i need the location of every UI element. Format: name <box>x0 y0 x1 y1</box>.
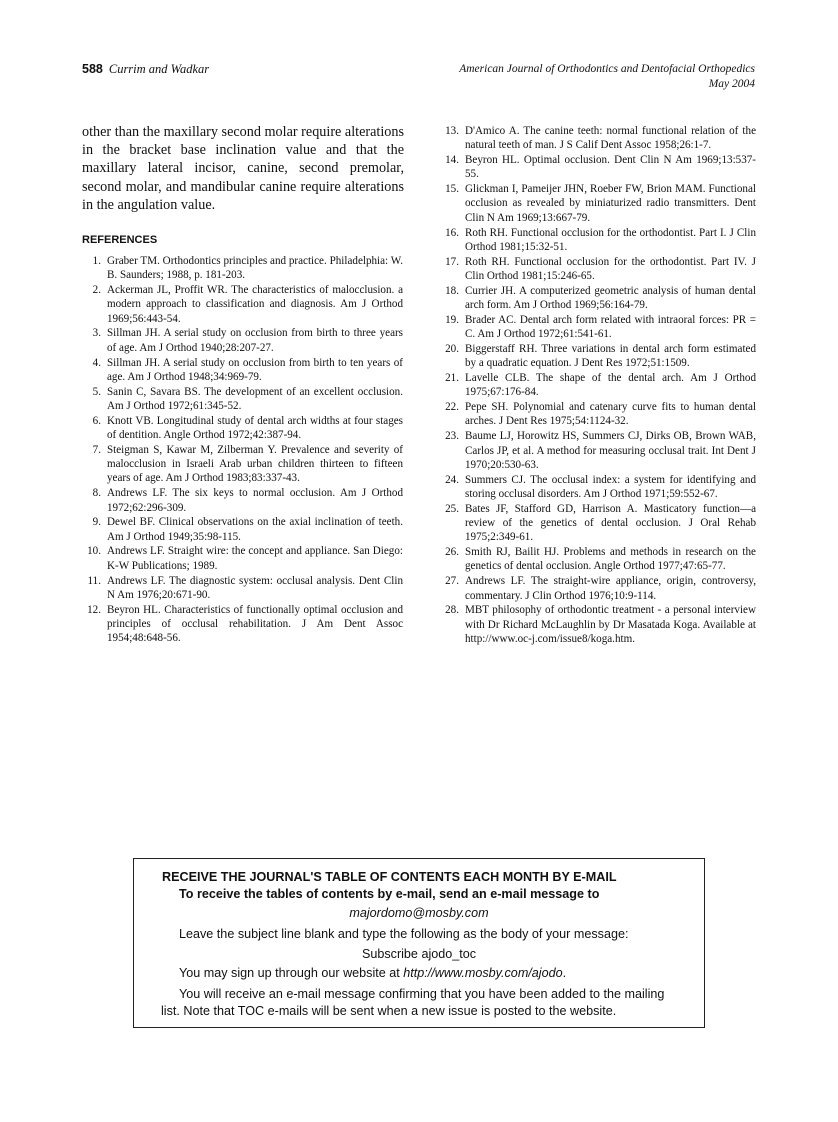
reference-number: 26. <box>445 546 459 559</box>
reference-item <box>440 574 756 603</box>
website-suffix: . <box>562 966 567 980</box>
reference-text: Andrews LF. The diagnostic system: occlusal analysis. Dent Clin N Am 1976;20:671-90. <box>107 574 403 601</box>
email-address[interactable]: majordomo@mosby.com <box>349 906 489 920</box>
reference-item <box>82 486 403 515</box>
reference-number: 21. <box>445 372 459 385</box>
reference-item <box>440 255 756 284</box>
reference-item <box>440 226 756 255</box>
reference-item <box>82 515 403 544</box>
reference-number: 3. <box>92 327 101 340</box>
reference-item <box>82 414 403 443</box>
running-header-right <box>459 62 755 91</box>
reference-text: Bates JF, Stafford GD, Harrison A. Masticatory function—a review of the genetics of dental occlusion. J Oral Rehab 1975;2:349-61. <box>465 502 756 544</box>
reference-text: Sillman JH. A serial study on occlusion from birth to ten years of age. Am J Orthod 1948;34:969-79. <box>107 356 403 383</box>
reference-item <box>440 371 756 400</box>
reference-item <box>82 544 403 573</box>
references-list-right <box>440 124 756 647</box>
reference-text: Sillman JH. A serial study on occlusion from birth to three years of age. Am J Orthod 1940;28:207-27. <box>107 327 403 354</box>
website-prefix: You may sign up through our website at <box>179 966 404 980</box>
reference-number: 23. <box>445 430 459 443</box>
reference-number: 22. <box>445 401 459 414</box>
toc-email-box <box>133 858 705 1028</box>
reference-number: 18. <box>445 284 459 297</box>
reference-number: 27. <box>445 575 459 588</box>
reference-item <box>440 182 756 225</box>
running-header-left <box>82 62 209 77</box>
authors: Currim and Wadkar <box>108 62 210 76</box>
reference-item <box>82 385 403 414</box>
reference-item <box>440 284 756 313</box>
reference-number: 13. <box>445 125 459 137</box>
reference-number: 20. <box>445 342 459 355</box>
reference-item <box>440 153 756 182</box>
reference-text: Ackerman JL, Proffit WR. The characteristics of malocclusion. a modern approach to classification and diagnosis. Am J Orthod 1969;56:443-54. <box>107 284 403 325</box>
reference-number: 7. <box>92 443 101 456</box>
reference-number: 5. <box>92 385 101 398</box>
reference-item <box>82 254 403 283</box>
reference-number: 11. <box>87 574 101 587</box>
confirm-line-2: list. Note that TOC e-mails will be sent when a new issue is posted to the website. <box>161 1004 617 1018</box>
reference-text: Glickman I, Pameijer JHN, Roeber FW, Brion MAM. Functional occlusion as revealed by miniaturized radio transmitters. Dent Clin N Am 1969;13:667-79. <box>465 183 756 224</box>
reference-text: Currier JH. A computerized geometric analysis of human dental arch form. Am J Orthod 1969;56:164-79. <box>465 284 756 312</box>
reference-text: Beyron HL. Characteristics of functionally optimal occlusion and principles of occlusal rehabilitation. J Am Dent Assoc 1954;48:648-56. <box>107 603 403 645</box>
reference-number: 10. <box>87 545 101 558</box>
reference-number: 12. <box>87 603 101 616</box>
reference-item <box>440 429 756 472</box>
reference-text: Pepe SH. Polynomial and catenary curve fits to human dental arches. J Dent Res 1975;54:1124-32. <box>465 401 756 428</box>
reference-number: 15. <box>445 183 459 196</box>
reference-number: 2. <box>92 284 101 297</box>
reference-text: Brader AC. Dental arch form related with intraoral forces: PR = C. Am J Orthod 1972;61:541-61. <box>465 313 756 341</box>
reference-number: 16. <box>445 226 459 239</box>
reference-item <box>440 473 756 502</box>
instruction-text: Leave the subject line blank and type the following as the body of your message: <box>179 927 629 941</box>
reference-number: 4. <box>92 356 101 369</box>
reference-item <box>82 326 403 355</box>
reference-text: Smith RJ, Bailit HJ. Problems and methods in research on the genetics of dental occlusion. Angle Orthod 1977;47:65-77. <box>465 546 756 573</box>
reference-number: 8. <box>92 487 101 500</box>
confirm-line-1: You will receive an e-mail message confirming that you have been added to the mailing <box>179 987 665 1001</box>
reference-item <box>440 313 756 342</box>
reference-text: Lavelle CLB. The shape of the dental arch. Am J Orthod 1975;67:176-84. <box>465 372 756 399</box>
subscribe-command: Subscribe ajodo_toc <box>361 947 477 961</box>
website-link[interactable]: http://www.mosby.com/ajodo <box>403 966 563 980</box>
reference-item <box>82 443 403 486</box>
reference-text: Biggerstaff RH. Three variations in dental arch form estimated by a quadratic equation. J Dent Res 1972;51:1509. <box>465 342 756 370</box>
reference-text: Graber TM. Orthodontics principles and practice. Philadelphia: W. B. Saunders; 1988, p. 181-203. <box>107 255 403 282</box>
reference-text: Dewel BF. Clinical observations on the axial inclination of teeth. Am J Orthod 1949;35:98-115. <box>107 516 403 543</box>
reference-item <box>82 574 403 603</box>
references-heading: REFERENCES <box>82 234 158 246</box>
reference-item <box>440 603 756 646</box>
issue-date: May 2004 <box>708 77 755 90</box>
reference-item <box>440 502 756 545</box>
toc-box-title: RECEIVE THE JOURNAL'S TABLE OF CONTENTS EACH MONTH BY E-MAIL <box>162 870 617 884</box>
reference-item <box>440 342 756 371</box>
reference-text: Baume LJ, Horowitz HS, Summers CJ, Dirks OB, Brown WAB, Carlos JP, et al. A method for measuring occlusal trait. Int Dent J 1970;20:530-63. <box>465 430 756 471</box>
reference-text: D'Amico A. The canine teeth: normal functional relation of the natural teeth of man. J S Calif Dent Assoc 1958;26:1-7. <box>465 125 756 152</box>
reference-number: 14. <box>445 154 459 167</box>
page-number: 588 <box>82 62 103 76</box>
reference-text: Sanin C, Savara BS. The development of an excellent occlusion. Am J Orthod 1972;61:345-52. <box>107 385 403 412</box>
reference-number: 1. <box>92 255 101 267</box>
reference-number: 24. <box>445 473 459 486</box>
reference-number: 28. <box>445 604 459 617</box>
reference-text: Andrews LF. The straight-wire appliance, origin, controversy, commentary. J Clin Orthod 1976;10:9-114. <box>465 575 756 602</box>
reference-text: Summers CJ. The occlusal index: a system for identifying and storing occlusal disorders. Am J Orthod 1971;59:552-67. <box>465 473 756 500</box>
reference-number: 25. <box>445 502 459 515</box>
reference-item <box>440 124 756 153</box>
toc-box-subtitle: To receive the tables of contents by e-mail, send an e-mail message to <box>179 887 600 901</box>
reference-text: Knott VB. Longitudinal study of dental arch widths at four stages of dentition. Angle Orthod 1972;42:387-94. <box>107 414 403 442</box>
reference-text: Roth RH. Functional occlusion for the orthodontist. Part I. J Clin Orthod 1981;15:32-51. <box>465 226 756 253</box>
reference-number: 19. <box>445 313 459 326</box>
journal-name: American Journal of Orthodontics and Dentofacial Orthopedics <box>459 63 755 75</box>
reference-text: Roth RH. Functional occlusion for the orthodontist. Part IV. J Clin Orthod 1981;15:246-65. <box>465 255 756 282</box>
reference-text: Andrews LF. Straight wire: the concept and appliance. San Diego: K-W Publications; 1989. <box>107 545 403 572</box>
reference-number: 9. <box>92 516 101 529</box>
reference-item <box>82 356 403 385</box>
reference-text: MBT philosophy of orthodontic treatment - a personal interview with Dr Richard McLaughlin by Dr Masatada Koga. Available at http://www.oc-j.com/issue8/koga.htm. <box>465 604 756 645</box>
reference-item <box>440 400 756 429</box>
reference-item <box>82 603 403 646</box>
reference-item <box>440 545 756 574</box>
reference-text: Andrews LF. The six keys to normal occlusion. Am J Orthod 1972;62:296-309. <box>107 487 403 514</box>
body-paragraph: other than the maxillary second molar require alterations in the bracket base inclination value and that the maxillary lateral incisor, canine, second premolar, second molar, and mandibular canine require alterations in the angulation value. <box>82 124 404 213</box>
references-list-left <box>82 254 403 646</box>
reference-item <box>82 283 403 326</box>
reference-text: Steigman S, Kawar M, Zilberman Y. Prevalence and severity of malocclusion in Israeli Arab urban children thirteen to fifteen years of age. Am J Orthod 1983;83:337-43. <box>107 443 403 485</box>
reference-text: Beyron HL. Optimal occlusion. Dent Clin N Am 1969;13:537-55. <box>465 154 756 181</box>
website-line <box>179 964 566 983</box>
reference-number: 17. <box>445 255 459 268</box>
reference-number: 6. <box>92 414 101 427</box>
